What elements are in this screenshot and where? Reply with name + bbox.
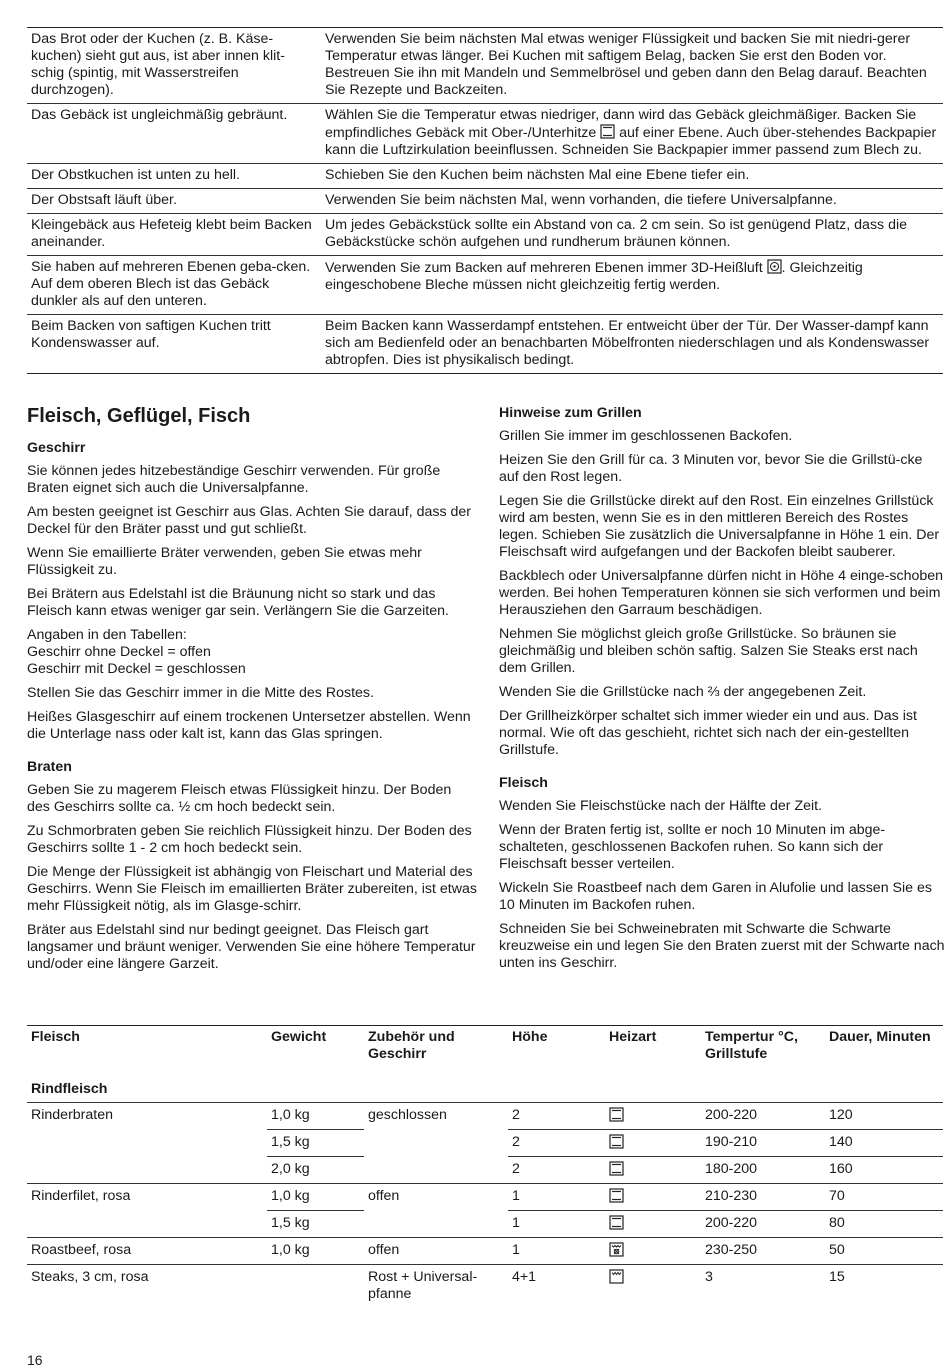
cell-level: 2 xyxy=(508,1130,605,1157)
table-row xyxy=(27,1103,943,1130)
cell-dish: offen xyxy=(364,1184,508,1211)
paragraph: Backblech oder Universalpfanne dürfen nicht in Höhe 4 einge-schoben werden. Bei hohen Temperaturen können sie sich verformen und beim Herausziehen den Garraum beschädigen. xyxy=(499,568,944,618)
grill-icon xyxy=(609,1269,624,1284)
cell-dish xyxy=(364,1130,508,1157)
group-label: Rindfleisch xyxy=(31,1081,108,1097)
cell-level: 1 xyxy=(508,1238,605,1265)
table-row xyxy=(27,164,943,189)
paragraph: Bei Brätern aus Edelstahl ist die Bräunung nicht so stark und das Fleisch kann etwas weniger gar sein. Verlängern Sie die Garzeiten. xyxy=(27,586,449,619)
cell-temp: 230-250 xyxy=(701,1238,825,1265)
hot-air-grilling-icon xyxy=(609,1242,624,1257)
cell-heat-mode xyxy=(605,1238,701,1265)
top-bottom-heat-icon xyxy=(609,1215,624,1230)
cell-time: 70 xyxy=(825,1184,943,1211)
table-row xyxy=(27,315,943,374)
paragraph: Der Grillheizkörper schaltet sich immer wieder ein und aus. Das ist normal. Wie oft das geschieht, richtet sich nach der ein-gestellten Grillstufe. xyxy=(499,708,917,758)
cell-temp: 200-220 xyxy=(701,1211,825,1238)
paragraph: Geben Sie zu magerem Fleisch etwas Flüssigkeit hinzu. Der Boden des Geschirrs sollte ca. ½ cm hoch bedeckt sein. xyxy=(27,782,452,815)
cell-time: 80 xyxy=(825,1211,943,1238)
solution-cell: Um jedes Gebäckstück sollte ein Abstand von ca. 2 cm sein. So ist genügend Platz, dass die Gebäckstücke schön aufgehen und rundherum bräunen können. xyxy=(319,214,943,256)
fleisch-heading: Fleisch xyxy=(499,775,548,791)
cell-weight xyxy=(267,1265,364,1308)
paragraph: Zu Schmorbraten geben Sie reichlich Flüssigkeit hinzu. Der Boden des Geschirrs sollte 1 - 2 cm hoch bedeckt sein. xyxy=(27,823,472,856)
cell-level: 2 xyxy=(508,1157,605,1184)
top-bottom-heat-icon xyxy=(609,1161,624,1176)
cell-heat-mode xyxy=(605,1157,701,1184)
section-title: Fleisch, Geflügel, Fisch xyxy=(27,405,251,427)
cell-dish: geschlossen xyxy=(364,1103,508,1130)
paragraph: Legen Sie die Grillstücke direkt auf den Rost. Ein einzelnes Grillstück wird am besten, wenn Sie es in den mittleren Bereich des Rostes legen. Schieben Sie zusätzlich die Universalpfanne in Höhe 1 ein. Der Fleischsaft wird aufgefangen und der Backofen bleibt sauberer. xyxy=(499,493,940,560)
problem-cell: Sie haben auf mehreren Ebenen geba-cken. Auf dem oberen Blech ist das Gebäck dunkler als auf den unteren. xyxy=(27,256,319,315)
cell-weight: 2,0 kg xyxy=(267,1157,364,1184)
header-fleisch: Fleisch xyxy=(27,1026,267,1074)
problem-cell: Der Obstkuchen ist unten zu hell. xyxy=(27,164,319,189)
table-group-row xyxy=(27,1073,943,1103)
cell-temp: 200-220 xyxy=(701,1103,825,1130)
top-bottom-heat-icon xyxy=(609,1134,624,1149)
cell-name xyxy=(27,1157,267,1184)
cell-weight: 1,5 kg xyxy=(267,1130,364,1157)
cell-temp: 210-230 xyxy=(701,1184,825,1211)
braten-heading: Braten xyxy=(27,759,72,775)
paragraph: Angaben in den Tabellen: Geschirr ohne Deckel = offen Geschirr mit Deckel = geschlossen xyxy=(27,627,246,677)
paragraph: Wenden Sie die Grillstücke nach ⅔ der angegebenen Zeit. xyxy=(499,684,867,700)
cell-heat-mode xyxy=(605,1265,701,1308)
cell-time: 50 xyxy=(825,1238,943,1265)
table-row xyxy=(27,256,943,315)
left-column xyxy=(27,404,477,980)
paragraph: Grillen Sie immer im geschlossenen Backofen. xyxy=(499,428,793,444)
cell-temp: 3 xyxy=(701,1265,825,1308)
cell-weight: 1,0 kg xyxy=(267,1184,364,1211)
solution-cell: Wählen Sie die Temperatur etwas niedriger, dann wird das Gebäck gleichmäßiger. Backen Sie empfindliches Gebäck mit Ober-/Unterhitze auf einer Ebene. Auch über-stehendes Backpapier kann die Luftzirkulation beeinflussen. Schneiden Sie Backpapier immer passend zum Blech zu. xyxy=(319,104,943,164)
cell-dish: offen xyxy=(364,1238,508,1265)
header-gewicht: Gewicht xyxy=(267,1026,364,1074)
problem-cell: Das Gebäck ist ungleichmäßig gebräunt. xyxy=(27,104,319,164)
3d-hot-air-icon xyxy=(767,259,782,274)
cell-name xyxy=(27,1211,267,1238)
baking-troubleshoot-table xyxy=(27,27,943,374)
paragraph: Heißes Glasgeschirr auf einem trockenen Untersetzer abstellen. Wenn die Unterlage nass oder kalt ist, kann das Glas springen. xyxy=(27,709,471,742)
table-header-row xyxy=(27,1026,943,1074)
paragraph: Wenn Sie emaillierte Bräter verwenden, geben Sie etwas mehr Flüssigkeit zu. xyxy=(27,545,422,578)
table-row xyxy=(27,1130,943,1157)
cell-heat-mode xyxy=(605,1130,701,1157)
paragraph: Am besten geeignet ist Geschirr aus Glas. Achten Sie darauf, dass der Deckel für den Bräter passt und gut schließt. xyxy=(27,504,471,537)
paragraph: Nehmen Sie möglichst gleich große Grillstücke. So bräunen sie gleichmäßig und bleiben schön saftig. Salzen Sie Steaks erst nach dem Grillen. xyxy=(499,626,918,676)
solution-cell: Verwenden Sie beim nächsten Mal, wenn vorhanden, die tiefere Universalpfanne. xyxy=(319,189,943,214)
cell-temp: 180-200 xyxy=(701,1157,825,1184)
cell-level: 1 xyxy=(508,1184,605,1211)
cell-weight: 1,5 kg xyxy=(267,1211,364,1238)
cell-name: Rinderfilet, rosa xyxy=(27,1184,267,1211)
top-bottom-heat-icon xyxy=(609,1188,624,1203)
cell-dish xyxy=(364,1211,508,1238)
cell-name xyxy=(27,1130,267,1157)
right-column xyxy=(499,405,945,979)
geschirr-heading: Geschirr xyxy=(27,440,86,456)
cell-name: Rinderbraten xyxy=(27,1103,267,1130)
paragraph: Wickeln Sie Roastbeef nach dem Garen in Alufolie und lassen Sie es 10 Minuten im Backofen ruhen. xyxy=(499,880,932,913)
cell-temp: 190-210 xyxy=(701,1130,825,1157)
paragraph: Wenn der Braten fertig ist, sollte er noch 10 Minuten im abge-schalteten, geschlossenen Backofen ruhen. So kann sich der Fleischsaft besser verteilen. xyxy=(499,822,886,872)
table-row xyxy=(27,1157,943,1184)
table-row xyxy=(27,1265,943,1308)
solution-cell: Verwenden Sie beim nächsten Mal etwas weniger Flüssigkeit und backen Sie mit niedri-gerer Temperatur etwas länger. Bei Kuchen mit saftigem Belag, backen Sie erst den Boden vor. Bestreuen Sie ihn mit Mandeln und Semmelbrösel und geben dann den Belag darauf. Beachten Sie Rezepte und Backzeiten. xyxy=(319,28,943,104)
cell-name: Roastbeef, rosa xyxy=(27,1238,267,1265)
cell-name: Steaks, 3 cm, rosa xyxy=(27,1265,267,1308)
table-row xyxy=(27,189,943,214)
table-row xyxy=(27,28,943,104)
cell-time: 15 xyxy=(825,1265,943,1308)
cell-heat-mode xyxy=(605,1103,701,1130)
header-hoehe: Höhe xyxy=(508,1026,605,1074)
meat-cooking-table xyxy=(27,1025,943,1307)
cell-time: 140 xyxy=(825,1130,943,1157)
paragraph: Sie können jedes hitzebeständige Geschirr verwenden. Für große Braten eignet sich auch die Universalpfanne. xyxy=(27,463,441,496)
problem-cell: Der Obstsaft läuft über. xyxy=(27,189,319,214)
cell-time: 160 xyxy=(825,1157,943,1184)
top-bottom-heat-icon xyxy=(600,124,615,139)
paragraph: Stellen Sie das Geschirr immer in die Mitte des Rostes. xyxy=(27,685,374,701)
table-row xyxy=(27,1211,943,1238)
paragraph: Heizen Sie den Grill für ca. 3 Minuten vor, bevor Sie die Grillstü-cke auf den Rost legen. xyxy=(499,452,923,485)
problem-cell: Beim Backen von saftigen Kuchen tritt Kondenswasser auf. xyxy=(27,315,319,374)
solution-cell: Verwenden Sie zum Backen auf mehreren Ebenen immer 3D-Heißluft . Gleichzeitig eingeschobene Bleche müssen nicht gleichzeitig fertig werden. xyxy=(319,256,943,315)
header-heizart: Heizart xyxy=(605,1026,701,1074)
paragraph: Wenden Sie Fleischstücke nach der Hälfte der Zeit. xyxy=(499,798,823,814)
paragraph: Schneiden Sie bei Schweinebraten mit Schwarte die Schwarte kreuzweise ein und legen Sie den Braten zuerst mit der Schwarte nach unten ins Geschirr. xyxy=(499,921,945,971)
cell-level: 1 xyxy=(508,1211,605,1238)
table-row xyxy=(27,214,943,256)
table-row xyxy=(27,1238,943,1265)
top-bottom-heat-icon xyxy=(609,1107,624,1122)
cell-weight: 1,0 kg xyxy=(267,1103,364,1130)
table-row xyxy=(27,104,943,164)
header-temperatur: Tempertur °C, Grillstufe xyxy=(701,1026,825,1074)
paragraph: Bräter aus Edelstahl sind nur bedingt geeignet. Das Fleisch gart langsamer und bräunt weniger. Verwenden Sie eine höhere Temperatur und/oder eine längere Garzeit. xyxy=(27,922,476,972)
grill-heading: Hinweise zum Grillen xyxy=(499,405,642,421)
solution-cell: Schieben Sie den Kuchen beim nächsten Mal eine Ebene tiefer ein. xyxy=(319,164,943,189)
paragraph: Die Menge der Flüssigkeit ist abhängig von Fleischart und Material des Geschirrs. Wenn Sie Fleisch im emaillierten Bräter zubereiten, ist etwas mehr Flüssigkeit nötig, als im Glasge-schirr. xyxy=(27,864,477,914)
cell-weight: 1,0 kg xyxy=(267,1238,364,1265)
cell-level: 2 xyxy=(508,1103,605,1130)
page-number: 16 xyxy=(27,1352,43,1368)
header-dauer: Dauer, Minuten xyxy=(825,1026,943,1074)
solution-cell: Beim Backen kann Wasserdampf entstehen. Er entweicht über der Tür. Der Wasser-dampf kann sich am Bedienfeld oder an benachbarten Möbelfronten niederschlagen und als Kondenswasser abtropfen. Dies ist physikalisch bedingt. xyxy=(319,315,943,374)
cell-dish: Rost + Universal-pfanne xyxy=(364,1265,508,1308)
cell-dish xyxy=(364,1157,508,1184)
cell-time: 120 xyxy=(825,1103,943,1130)
table-row xyxy=(27,1184,943,1211)
cell-heat-mode xyxy=(605,1211,701,1238)
cell-heat-mode xyxy=(605,1184,701,1211)
problem-cell: Das Brot oder der Kuchen (z. B. Käse-kuchen) sieht gut aus, ist aber innen klit-schig (spintig, mit Wasserstreifen durchzogen). xyxy=(27,28,319,104)
cell-level: 4+1 xyxy=(508,1265,605,1308)
problem-cell: Kleingebäck aus Hefeteig klebt beim Backen aneinander. xyxy=(27,214,319,256)
header-zubehoer: Zubehör und Geschirr xyxy=(364,1026,508,1074)
